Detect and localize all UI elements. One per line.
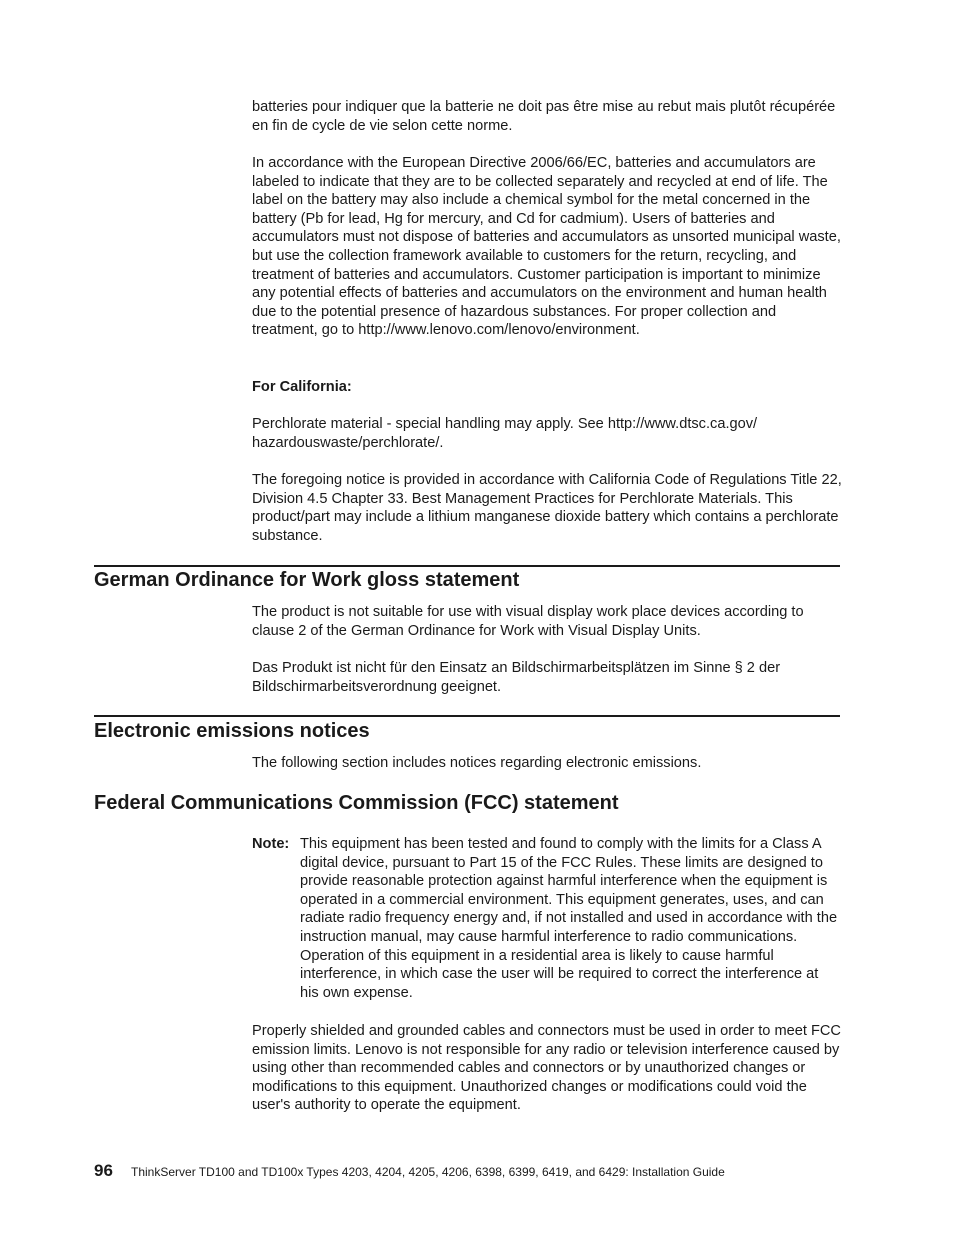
paragraph-text: The product is not suitable for use with visual display work place devices according to clause 2 of the German Ordinance for Work with Visual Display Units. xyxy=(252,604,804,639)
german-ordinance-heading: German Ordinance for Work gloss statement xyxy=(94,569,520,591)
perchlorate-paragraph xyxy=(252,415,842,452)
fcc-cables-paragraph xyxy=(252,1022,842,1115)
paragraph-text: batteries pour indiquer que la batterie ne doit pas être mise au rebut mais plutôt récupérée en fin de cycle de vie selon cette norme. xyxy=(252,99,836,134)
fcc-statement-heading: Federal Communications Commission (FCC) statement xyxy=(94,792,619,814)
paragraph-text: The foregoing notice is provided in accordance with California Code of Regulations Title 22, Division 4.5 Chapter 33. Best Management Practices for Perchlorate Materials. This product/part may include a lithium manganese dioxide battery which contains a perchlorate substance. xyxy=(252,472,842,544)
section-divider xyxy=(94,715,840,717)
california-notice-paragraph xyxy=(252,471,842,545)
german-german-paragraph xyxy=(252,659,842,696)
paragraph-text: In accordance with the European Directive 2006/66/EC, batteries and accumulators are labeled to indicate that they are to be collected separately and recycled at end of life. The label on the battery may also include a chemical symbol for the metal concerned in the battery (Pb for lead, Hg for mercury, and Cd for cadmium). Users of batteries and accumulators must not dispose of batteries and accumulators as unsorted municipal waste, but use the collection framework available to customers for the return, recycling, and treatment of batteries and accumulators. Customer participation is important to minimize any potential effects of batteries and accumulators on the environment and human health due to the potential presence of hazardous substances. For proper collection and treatment, go to http://www.lenovo.com/lenovo/environment. xyxy=(252,155,841,339)
battery-french-paragraph xyxy=(252,98,842,135)
paragraph-text: Perchlorate material - special handling may apply. See http://www.dtsc.ca.gov/ hazardouswaste/perchlorate/. xyxy=(252,416,758,451)
note-label: Note: xyxy=(252,836,290,852)
paragraph-text: Properly shielded and grounded cables and connectors must be used in order to meet FCC emission limits. Lenovo is not responsible for any radio or television interference caused by using other than recommended cables and connectors or by unauthorized changes or modifications to this equipment. Unauthorized changes or modifications could void the user's authority to operate the equipment. xyxy=(252,1023,841,1114)
fcc-note-text: This equipment has been tested and found to comply with the limits for a Class A digital device, pursuant to Part 15 of the FCC Rules. These limits are designed to provide reasonable protection against harmful interference when the equipment is operated in a commercial environment. This equipment generates, uses, and can radiate radio frequency energy and, if not installed and used in accordance with the instruction manual, may cause harmful interference to radio communications. Operation of this equipment in a residential area is likely to cause harmful interference, in which case the user will be required to correct the interference at his own expense. xyxy=(300,836,838,1001)
emissions-intro-paragraph xyxy=(252,754,842,773)
california-label: For California: xyxy=(252,379,352,395)
footer-doc-title: ThinkServer TD100 and TD100x Types 4203, 4204, 4205, 4206, 6398, 6399, 6419, and 6429: Installation Guide xyxy=(131,1165,725,1179)
section-divider xyxy=(94,565,840,567)
page-number: 96 xyxy=(94,1161,113,1180)
eu-directive-paragraph xyxy=(252,154,842,340)
german-english-paragraph xyxy=(252,603,842,640)
paragraph-text: Das Produkt ist nicht für den Einsatz an Bildschirmarbeitsplätzen im Sinne § 2 der Bildschirmarbeitsverordnung geeignet. xyxy=(252,660,781,695)
paragraph-text: The following section includes notices regarding electronic emissions. xyxy=(252,755,702,771)
electronic-emissions-heading: Electronic emissions notices xyxy=(94,720,370,742)
